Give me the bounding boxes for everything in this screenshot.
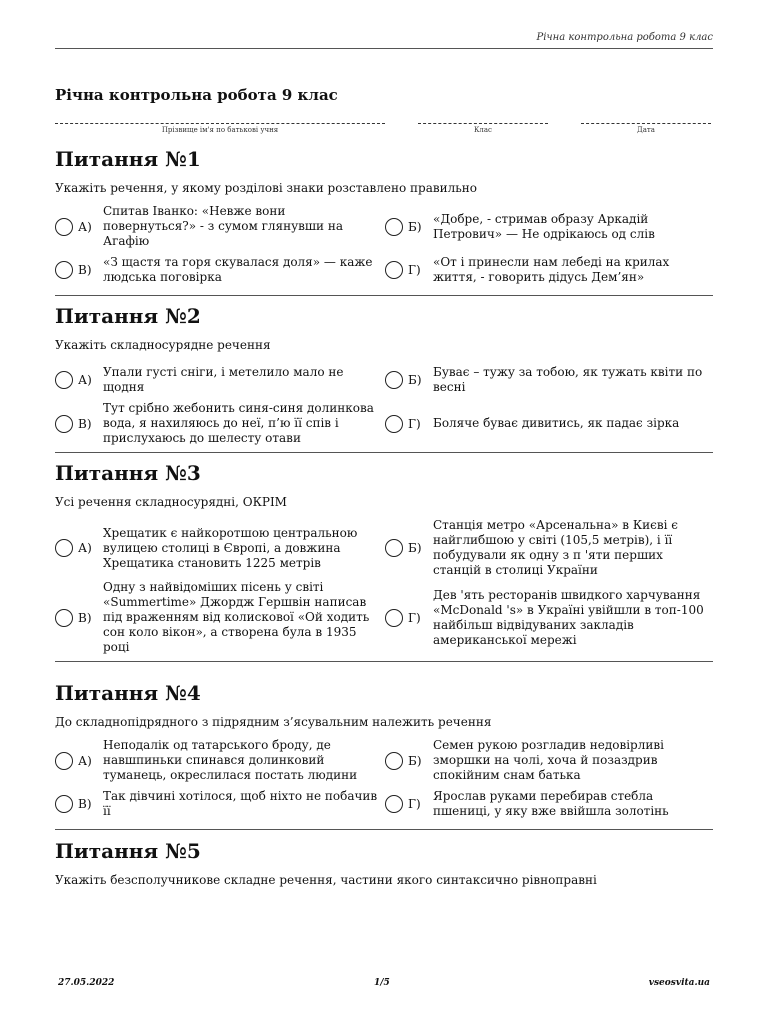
option-text: Неподалік од татарського броду, де навшпиньки спинався долинковий туманець, окреслилася постать людини: [103, 738, 358, 782]
option-text: Одну з найвідоміших пісень у світі «Summertime» Джордж Гершвін написав під враженням від колискової «Ой ходить сон коло вікон», а створена була в 1935 році: [103, 580, 370, 654]
question-title: Питання №1: [55, 147, 201, 171]
option-letter: Б): [408, 219, 422, 234]
option-letter: Г): [408, 263, 421, 277]
option-b[interactable]: [385, 204, 713, 249]
answer-options: [55, 204, 713, 289]
answer-options: [55, 361, 713, 446]
option-text: «От і принесли нам лебеді на крилах життя, - говорить дідусь Дем’ян»: [433, 255, 670, 284]
option-v[interactable]: [55, 580, 385, 655]
option-letter: Г): [408, 797, 421, 811]
option-text: «З щастя та горя скувалася доля» — каже людська поговірка: [103, 255, 373, 284]
option-letter: А): [78, 373, 92, 387]
question-4: [55, 680, 713, 830]
question-divider: [55, 829, 713, 830]
question-title: Питання №4: [55, 681, 201, 705]
option-text: Боляче буває дивитись, як падає зірка: [433, 416, 680, 430]
option-letter: В): [78, 263, 92, 277]
option-v[interactable]: [55, 251, 385, 289]
radio-circle-icon[interactable]: [55, 371, 73, 389]
option-a[interactable]: [55, 204, 385, 249]
option-a[interactable]: [55, 738, 385, 783]
option-text: Семен рукою розгладив недовірливі зморшки на чолі, хоча й позаздрив спокійним снам батька: [433, 738, 664, 782]
question-prompt: Укажіть складносурядне речення: [55, 338, 271, 352]
option-letter: Б): [408, 753, 422, 768]
option-letter: А): [78, 219, 92, 234]
radio-circle-icon[interactable]: [55, 218, 73, 236]
option-text: Ярослав руками перебирав стебла пшениці, у яку вже ввійшла золотінь: [433, 789, 669, 818]
option-text: «Добре, - стримав образу Аркадій Петрович» — Не одрікаюсь од слів: [433, 211, 655, 241]
question-divider: [55, 452, 713, 453]
answer-options: [55, 738, 713, 823]
option-b[interactable]: [385, 518, 713, 578]
question-title: Питання №5: [55, 839, 201, 863]
question-prompt: До складнопідрядного з підрядним з’ясувальним належить речення: [55, 715, 492, 729]
radio-circle-icon[interactable]: [385, 261, 403, 279]
footer-site-link[interactable]: vseosvita.ua: [648, 978, 710, 988]
radio-circle-icon[interactable]: [385, 371, 403, 389]
running-header: Річна контрольна робота 9 клас: [536, 32, 713, 43]
class-field-line: [418, 123, 548, 124]
radio-circle-icon[interactable]: [55, 609, 73, 627]
question-prompt: Усі речення складносурядні, ОКРІМ: [55, 495, 287, 509]
option-text: Буває – тужу за тобою, як тужать квіти по весні: [433, 365, 703, 394]
class-field-caption: Клас: [474, 126, 492, 134]
question-3: [55, 460, 713, 662]
option-a[interactable]: [55, 518, 385, 578]
option-h[interactable]: [385, 580, 713, 655]
question-1: [55, 146, 713, 296]
date-field-line: [581, 123, 711, 124]
option-h[interactable]: [385, 251, 713, 289]
option-letter: В): [78, 610, 92, 625]
name-field-caption: Прізвище ім'я по батькові учня: [161, 126, 279, 134]
option-letter: Г): [408, 610, 421, 625]
radio-circle-icon[interactable]: [55, 261, 73, 279]
option-text: Дев 'ять ресторанів швидкого харчування «McDonald 's» в Україні увійшли в топ-100 найбільш відвідуваних закладів американської мережі: [433, 587, 704, 647]
question-2: [55, 303, 713, 453]
question-title: Питання №2: [55, 304, 201, 328]
radio-circle-icon[interactable]: [385, 609, 403, 627]
radio-circle-icon[interactable]: [55, 539, 73, 557]
name-field-line: [55, 123, 385, 124]
page-title: Річна контрольна робота 9 клас: [55, 86, 338, 104]
option-letter: Б): [408, 541, 422, 555]
answer-options: [55, 518, 713, 655]
option-letter: Г): [408, 416, 421, 431]
option-text: Упали густі сніги, і метелило мало не щодня: [103, 365, 344, 394]
radio-circle-icon[interactable]: [385, 218, 403, 236]
header-rule: [55, 48, 713, 49]
radio-circle-icon[interactable]: [55, 752, 73, 770]
name-field[interactable]: [55, 117, 385, 134]
radio-circle-icon[interactable]: [385, 795, 403, 813]
option-h[interactable]: [385, 785, 713, 823]
option-v[interactable]: [55, 785, 385, 823]
question-5: [55, 838, 713, 888]
footer-page-number: 1/5: [374, 978, 390, 988]
question-prompt: Укажіть речення, у якому розділові знаки розставлено правильно: [55, 181, 477, 195]
radio-circle-icon[interactable]: [385, 415, 403, 433]
question-prompt: Укажіть безсполучникове складне речення, частини якого синтаксично рівноправні: [55, 873, 597, 887]
question-divider: [55, 295, 713, 296]
question-title: Питання №3: [55, 461, 201, 485]
question-divider: [55, 661, 713, 662]
date-field-caption: Дата: [637, 126, 655, 134]
option-letter: В): [78, 416, 92, 431]
radio-circle-icon[interactable]: [385, 539, 403, 557]
option-letter: А): [78, 753, 92, 768]
option-text: Станція метро «Арсенальна» в Києві є найглибшою у світі (105,5 метрів), і її побудували як одну з п 'яти перших станцій в столиці України: [433, 518, 678, 577]
option-text: Спитав Іванко: «Невже вони повернуться?» - з сумом глянувши на Агафію: [103, 204, 344, 248]
class-field[interactable]: [418, 117, 548, 134]
option-v[interactable]: [55, 401, 385, 446]
radio-circle-icon[interactable]: [55, 415, 73, 433]
footer-date: 27.05.2022: [58, 978, 115, 988]
option-letter: Б): [408, 373, 422, 387]
option-b[interactable]: [385, 738, 713, 783]
date-field[interactable]: [581, 117, 711, 134]
option-b[interactable]: [385, 361, 713, 399]
option-a[interactable]: [55, 361, 385, 399]
radio-circle-icon[interactable]: [385, 752, 403, 770]
option-text: Так дівчині хотілося, щоб ніхто не побачив її: [103, 789, 378, 818]
option-letter: А): [78, 541, 92, 555]
option-letter: В): [78, 797, 92, 811]
option-text: Хрещатик є найкоротшою центральною вулицею столиці в Європі, а довжина Хрещатика становить 1225 метрів: [103, 525, 358, 570]
option-h[interactable]: [385, 401, 713, 446]
radio-circle-icon[interactable]: [55, 795, 73, 813]
option-text: Тут срібно жебонить синя-синя долинкова вода, я нахиляюсь до неї, п’ю її спів і прислухаюсь до шелесту отави: [103, 401, 374, 445]
